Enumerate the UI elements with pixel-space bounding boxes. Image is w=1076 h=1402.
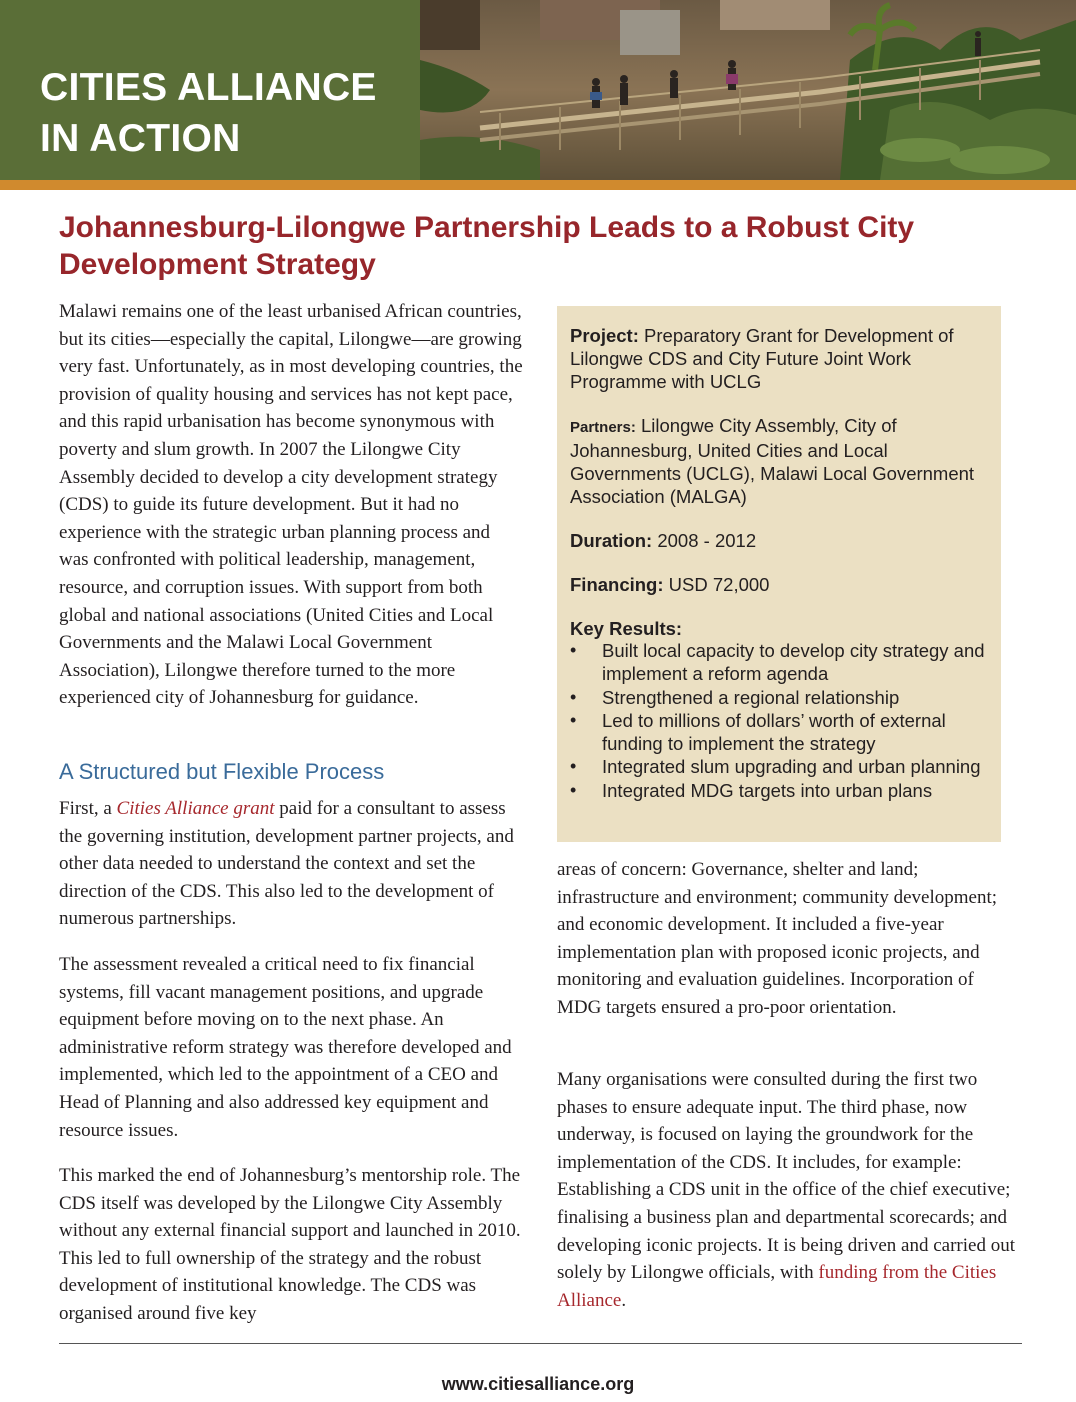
section-subheading: A Structured but Flexible Process xyxy=(59,759,385,784)
project-info-box xyxy=(557,306,1001,842)
key-results-list xyxy=(570,639,987,802)
consultation-paragraph-end: . xyxy=(621,1289,627,1311)
financing-row xyxy=(570,573,987,596)
process-paragraph xyxy=(59,795,524,933)
article-headline: Johannesburg-Lilongwe Partnership Leads to a Robust City Development Strategy xyxy=(59,211,915,281)
banner-accent-bar xyxy=(0,180,1076,190)
intro-paragraph: Malawi remains one of the least urbanised African countries, but its cities—especially the capital, Lilongwe—are growing very fast. Unfortunately, as in most developing countries, the provision of quality housing and services has not kept pace, and this rapid urbanisation has become synonymous with poverty and slum growth. In 2007 the Lilongwe City Assembly decided to develop a city development strategy (CDS) to guide its future development. But it had no experience with the strategic urban planning process and was confronted with political leadership, management, resource, and corruption issues. With support from both global and national associations (United Cities and Local Governments and the Malawi Local Government Association), Lilongwe therefore turned to the more experienced city of Johannesburg for guidance. xyxy=(59,301,523,709)
banner-title xyxy=(40,62,377,164)
partners-row xyxy=(570,414,987,508)
duration-value: 2008 - 2012 xyxy=(652,530,757,551)
banner-title-line-1: CITIES ALLIANCE xyxy=(40,66,377,109)
header-banner xyxy=(0,0,1076,180)
partners-label: Partners: xyxy=(570,419,636,436)
footer-divider xyxy=(59,1343,1022,1344)
project-label: Project: xyxy=(570,325,639,346)
partners-value: Lilongwe City Assembly, City of Johannesburg, United Cities and Local Governments (UCLG), Malawi Local Government Association (MALGA) xyxy=(570,415,975,507)
financing-label: Financing: xyxy=(570,574,664,595)
process-paragraph-rest: paid for a consultant to assess the governing institution, development partner projects, and other data needed to understand the context and set the direction of the CDS. This also led to the development of numerous partnerships. xyxy=(59,798,514,930)
project-value: Preparatory Grant for Development of Lilongwe CDS and City Future Joint Work Programme with UCLG xyxy=(570,325,954,392)
banner-title-panel xyxy=(0,0,420,180)
project-row xyxy=(570,324,987,393)
banner-photo xyxy=(420,0,1076,180)
footer-website-link[interactable]: www.citiesalliance.org xyxy=(441,1374,635,1394)
continuation-paragraph: areas of concern: Governance, shelter and land; infrastructure and environment; community development; and economic development. It included a five-year implementation plan with proposed iconic projects, and monitoring and evaluation guidelines. Incorporation of MDG targets ensured a pro-poor orientation. xyxy=(557,859,998,1018)
financing-value: USD 72,000 xyxy=(663,574,770,595)
banner-title-line-2: IN ACTION xyxy=(40,117,241,160)
key-result-item: • Strengthened a regional relationship xyxy=(570,686,987,709)
key-result-item: • Built local capacity to develop city strategy and implement a reform agenda xyxy=(570,639,987,686)
key-results-heading xyxy=(570,617,987,640)
slum-footbridge-photo xyxy=(420,0,1076,180)
consultation-paragraph-text: Many organisations were consulted during the first two phases to ensure adequate input. The third phase, now underway, is focused on laying the groundwork for the implementation of the CDS. It includes, for example: Establishing a CDS unit in the office of the chief executive; finalising a business plan and departmental scorecards; and developing iconic projects. It is being driven and carried out solely by Lilongwe officials, with xyxy=(557,1069,1015,1284)
key-result-item: • Led to millions of dollars’ worth of external funding to implement the strategy xyxy=(570,709,987,756)
duration-row xyxy=(570,529,987,552)
assessment-paragraph: The assessment revealed a critical need to fix financial systems, fill vacant management positions, and upgrade equipment before moving on to the next phase. An administrative reform strategy was therefore developed and implemented, which led to the appointment of a CEO and Head of Planning and also addressed key equipment and resource issues. xyxy=(59,954,512,1141)
duration-label: Duration: xyxy=(570,530,653,551)
key-result-item: • Integrated MDG targets into urban plans xyxy=(570,779,987,802)
consultation-paragraph xyxy=(557,1066,1019,1314)
mentorship-paragraph: This marked the end of Johannesburg’s mentorship role. The CDS itself was developed by the Lilongwe City Assembly without any external financial support and launched in 2010. This led to full ownership of the strategy and the robust development of institutional knowledge. The CDS was organised around five key xyxy=(59,1165,521,1324)
process-paragraph-lead: First, a xyxy=(59,798,117,819)
funding-link[interactable]: funding from the Cities Alliance xyxy=(557,1262,997,1311)
key-result-item: • Integrated slum upgrading and urban planning xyxy=(570,755,987,778)
cities-alliance-grant-link[interactable]: Cities Alliance grant xyxy=(116,798,275,819)
key-results-label: Key Results: xyxy=(570,618,683,639)
